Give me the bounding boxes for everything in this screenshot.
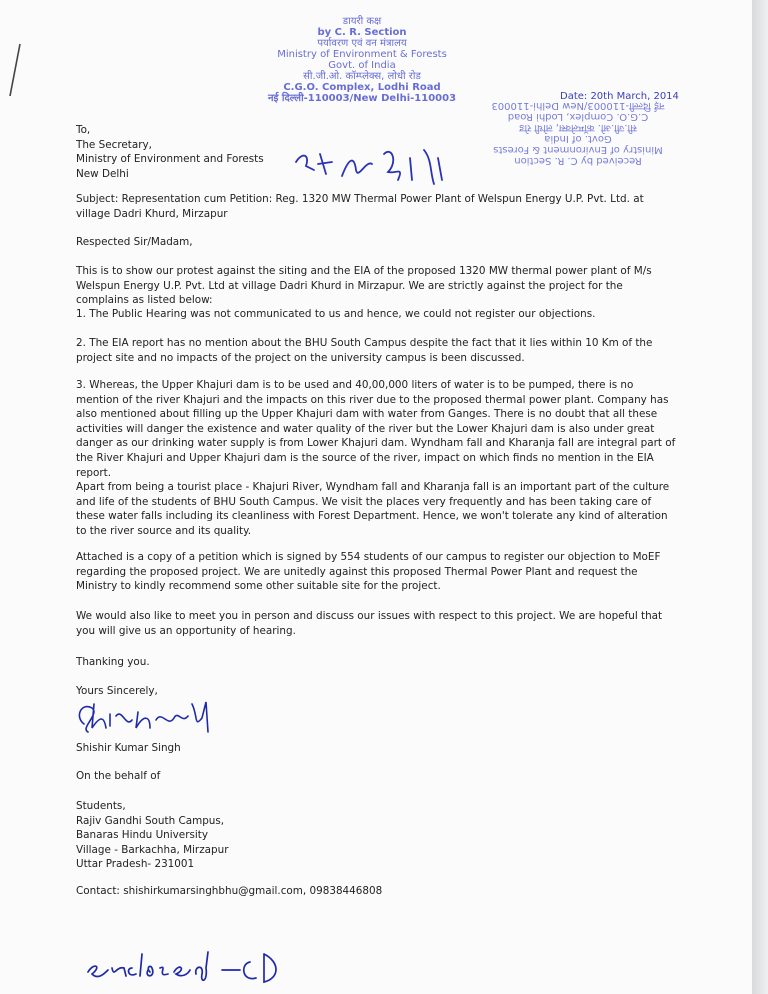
address-line: Students, [76,800,126,812]
subject-line: Subject: Representation cum Petition: Reg. 1320 MW Thermal Power Plant of Welspun Energy U.P. Pvt. Ltd. at village Dadri Khurd, Mirzapur [76,193,644,220]
point-2: 2. The EIA report has no mention about the BHU South Campus despite the fact that it lies within 10 Km of the project site and no impacts of the project on the university campus is been discussed. [76,337,653,364]
tourist-paragraph: Apart from being a tourist place - Khajuri River, Wyndham fall and Kharanja fall is an important part of the culture and life of the students of BHU South Campus. We visit the places very frequently and has been taking care of these water falls including its cleanliness with Forest Department. Hence, we won't tolerate any kind of alteration to the river source and its quality. [76,481,670,537]
handwritten-enclosure-note [84,944,284,988]
point-1: 1. The Public Hearing was not communicated to us and hence, we could not register our objections. [76,308,596,320]
signatory-name: Shishir Kumar Singh [76,742,181,754]
intro-paragraph: This is to show our protest against the siting and the EIA of the proposed 1320 MW thermal power plant of M/s Welspun Energy U.P. Pvt. Ltd at village Dadri Khurd in Mirzapur. We are strictly against the project for the complains as listed below: [76,265,652,307]
receipt-stamp: डायरी कक्ष by C. R. Section पर्यावरण एवं वन मंत्रालय Ministry of Environment & Forests Govt. of India सी.जी.ओ. कॉम्प्लेक्स, लोधी रोड C.G.O. Complex, Lodhi Road नई दिल्ली-110003/New Delhi-110003 [267,16,457,104]
recipient-line: New Delhi [76,167,129,180]
recipient-block [76,123,676,181]
thanking-line: Thanking you. [76,656,150,668]
address-line: Rajiv Gandhi South Campus, [76,814,225,827]
enclosure-scribble [84,944,284,988]
margin-stroke-mark [4,40,24,100]
point-3: 3. Whereas, the Upper Khajuri dam is to be used and 40,00,000 liters of water is to be pumped, there is no mention of the river Khajuri and the impacts on this river due to the proposed thermal power plant. Company has also mentioned about filling up the Upper Khajuri dam with water from Ganges. There is no doubt that all these activities will danger the existence and water quality of the river but the Lower Khajuri dam is also under great danger as our drinking water supply is from Lower Khajuri dam. Wyndham fall and Kharanja fall are integral part of the River Khajuri and Upper Khajuri dam is the source of the river, impact on which finds no mention in the EIA report. [76,379,676,479]
address-line: Uttar Pradesh- 231001 [76,858,195,871]
recipient-line: Ministry of Environment and Forests [76,153,264,166]
receipt-date: Date: 20th March, 2014 [560,91,679,102]
signature-scribble [70,694,220,738]
petition-paragraph: Attached is a copy of a petition which is signed by 554 students of our campus to register our objection to MoEF regarding the proposed project. We are unitedly against this proposed Thermal Power Plant and request the Ministry to kindly recommend some other suitable site for the project. [76,551,661,593]
second-receipt-stamp: Received by C. R. Section Ministry of Environment & Forests Govt. of India सी.जी.ओ. कॉम्प्लेक्स, लोधी रोड C.G.O. Complex, Lodhi Road नई दिल्ली-110003/New Delhi-110003 [491,100,665,166]
closing-line: Yours Sincerely, [76,685,158,697]
address-line: Banaras Hindu University [76,829,208,842]
salutation: Respected Sir/Madam, [76,236,193,248]
behalf-line: On the behalf of [76,770,161,782]
meeting-paragraph: We would also like to meet you in person and discuss our issues with respect to this project. We are hopeful that you will give us an opportunity of hearing. [76,610,663,637]
address-block [76,799,676,872]
contact-line: Contact: shishirkumarsinghbhu@gmail.com, 09838446808 [76,885,383,897]
scanner-edge [752,0,768,994]
recipient-line: To, [76,124,91,136]
handwritten-signature [70,694,220,738]
address-line: Village - Barkachha, Mirzapur [76,843,229,856]
recipient-line: The Secretary, [76,138,152,151]
